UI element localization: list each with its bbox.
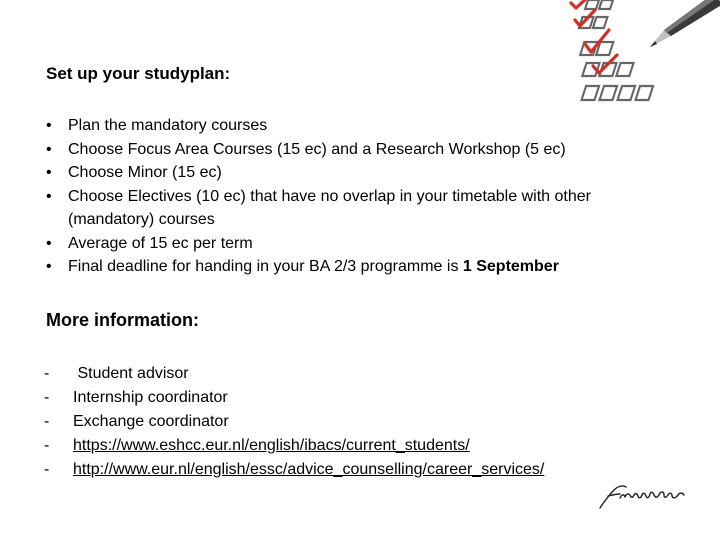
list-item-deadline: • Final deadline for handing in your BA 2/3 programme is 1 September [46,255,646,279]
dash-marker: - [44,437,50,454]
bullet-icon: • [46,234,52,252]
list-item-exchange: - Exchange coordinator [44,410,644,434]
bullet-icon: • [46,258,52,275]
dash-marker: - [44,365,50,382]
deadline-date: 1 September [462,258,559,275]
erasmus-signature-logo [598,482,690,510]
bullet-icon: • [46,164,52,181]
bullet-icon: • [46,187,52,205]
list-item-student-advisor: - Student advisor [44,362,644,386]
dash-marker: - [44,389,50,406]
studyplan-list [46,114,646,279]
heading-more-information: More information: [46,310,199,330]
dash-marker: - [44,413,50,430]
heading-studyplan: Set up your studyplan: [46,64,231,83]
checklist-pen-icon [563,0,720,117]
eshcc-students-link[interactable]: https://www.eshcc.eur.nl/english/ibacs/current_students/ [73,437,470,454]
list-item-link [44,458,644,482]
list-item: • Choose Focus Area Courses (15 ec) and a Research Workshop (5 ec) [46,138,646,162]
list-item: • Plan the mandatory courses [46,114,646,138]
list-item: • Choose Minor (15 ec) [46,161,646,185]
list-item-internship: - Internship coordinator [44,386,644,410]
bullet-icon: • [46,140,52,158]
bullet-icon: • [46,117,52,134]
list-item-link [44,434,644,458]
dash-marker: - [44,461,50,478]
list-item: • Average of 15 ec per term [46,232,646,256]
career-services-link[interactable]: http://www.eur.nl/english/essc/advice_counselling/career_services/ [73,461,545,478]
more-info-list [44,362,644,482]
list-item: • Choose Electives (10 ec) that have no overlap in your timetable with other (mandatory) courses [46,185,646,232]
